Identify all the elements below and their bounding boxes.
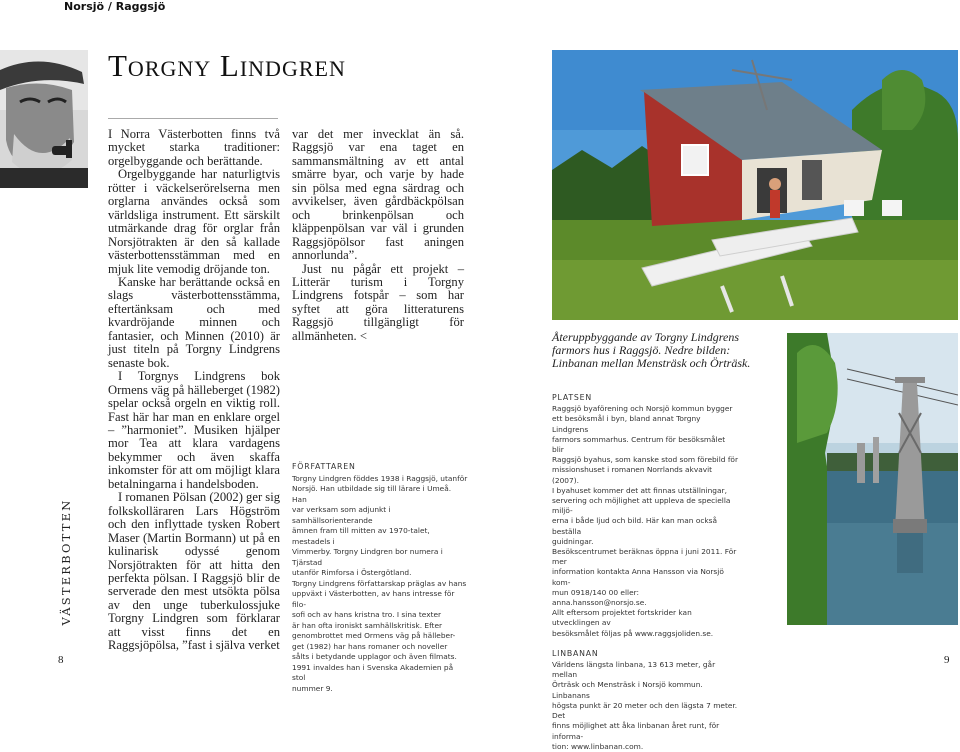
platsen-heading: PLATSEN (552, 393, 593, 402)
platsen-line: anna.hansson@norsjo.se. (552, 598, 647, 608)
platsen-line: Raggsjö byaförening och Norsjö kommun bygger (552, 404, 733, 414)
paragraph: Kanske har berättande också en slags västerbottensstämma, eftertänksam och med kvardröjande minnen och fantasier, och Minnen (2010) är just titeln på Torgny Lindgrens senaste bok. (108, 274, 280, 370)
info-column (552, 393, 738, 752)
author-line: ämnen fram till mitten av 1970-talet, mestadels i (292, 526, 430, 546)
linbanan-line: högsta punkt är 20 meter och den lägsta 7 meter. Det (552, 700, 738, 721)
platsen-line: I byahuset kommer det att finnas utställningar, (552, 485, 727, 495)
paragraph: I Norra Västerbotten finns två mycket starka traditioner: orgelbyggande och berättande. (108, 127, 280, 168)
author-line: är han ofta ironiskt samhällskritisk. Efter (292, 620, 443, 630)
linbanan-line: finns möjlighet att åka linbanan året runt, för informa- (552, 721, 720, 741)
paragraph: I Torgnys Lindgrens bok Ormens väg på hälleberget (1982) spelar också orgeln en viktig roll. Fast här har man en enklare orgel – ”harmoniet”. Musiken hjälper mor Tea att klara vardagens bekymmer och även skaffa inkomster för att om möjligt klara betalningarna i handelsboden. (108, 369, 280, 491)
platsen-line: Allt eftersom projektet fortskrider kan utvecklingen av (552, 608, 692, 628)
platsen-line: erna i både ljud och bild. Här kan man också beställa (552, 516, 718, 536)
platsen-line: Raggsjö byahus, som kanske stod som förebild för (552, 455, 738, 465)
author-line: nummer 9. (292, 683, 333, 693)
platsen-line: besöksmålet följas på www.raggsjoliden.se. (552, 628, 714, 638)
author-line: sålts i betydande upplagor och även filmats. (292, 652, 457, 661)
author-line: utanför Rimforsa i Östergötland. (292, 568, 412, 577)
section-header: Norsjö / Raggsjö (64, 0, 166, 13)
linbanan-heading: LINBANAN (552, 648, 599, 658)
author-line: var verksam som adjunkt i samhällsorienterande (292, 505, 391, 525)
platsen-line: guidningar. (552, 536, 594, 546)
cableway-photo (787, 333, 958, 625)
author-fact-box (292, 462, 468, 694)
author-line: get (1982) har hans romaner och noveller (292, 641, 448, 651)
spacer (552, 639, 738, 649)
platsen-line: information kontakta Anna Hansson via Norsjö kom- (552, 567, 724, 587)
author-line: sofi och av hans kristna tro. I sina texter (292, 610, 442, 619)
paragraph: Just nu pågår ett projekt – Litterär turism i Torgny Lindgrens fotspår – som har syftet att göra litteraturens Raggsjö tillgängligt för allmänheten. < (292, 261, 464, 343)
title-divider (108, 118, 278, 119)
paragraph: var det mer invecklat än så. Raggsjö var ena taget en sammansmältning av ett antal smärre byar, och varje by hade sin pölsa med egna särdrag och avvikelser, även gårdbäckpölsan och brinkenpölsan och kläppenpölsan var väl i grunden Raggsjöpölsor fast aningen annorlunda”. (292, 127, 464, 263)
platsen-line: missionshuset i romanen Norrlands akvavit (2007). (552, 465, 713, 485)
author-line: genombrottet med Ormens väg på hälleber- (292, 631, 456, 640)
page-number-left: 8 (58, 654, 64, 666)
author-box-heading: FÖRFATTAREN (292, 462, 356, 471)
author-line: Vimmerby. Torgny Lindgren bor numera i Tjärstad (292, 547, 443, 567)
platsen-line: mun 0918/140 00 eller: (552, 587, 640, 597)
author-line: Torgny Lindgrens författarskap präglas av hans (292, 578, 467, 588)
house-photo (552, 50, 958, 320)
author-line: Norsjö. Han utbildade sig till lärare i Umeå. Han (292, 484, 452, 504)
linbanan-line: Örträsk och Mensträsk i Norsjö kommun. Linbanans (552, 680, 703, 700)
paragraph: I romanen Pölsan (2002) ger sig folkskolläraren Lars Högström och den inflyttade tysken Robert Maser (Martin Bormann) ut på en kulinarisk odyssé genom Norsjötrakten för att hitta den perfekta pölsan. I Raggsjö blir de serverade den mest utsökta pölsa av den unge tuberkulossjuke Torgny Lindgren som förklarar att visst finns det en Raggsjöpölsa, ”fast i själva verket (108, 490, 280, 653)
article-column-1 (108, 128, 280, 653)
page-number-right: 9 (944, 654, 950, 666)
article-title: Torgny Lindgren (108, 48, 346, 83)
author-portrait-photo (0, 50, 88, 188)
linbanan-line: tion: www.linbanan.com. (552, 741, 644, 751)
platsen-line: Besökscentrumet beräknas öppna i juni 2011. För mer (552, 547, 737, 567)
author-line: uppväxt i Västerbotten, av hans intresse för filo- (292, 589, 455, 609)
paragraph: Orgelbyggande har naturligtvis rötter i väckelserörelserna men orglarna användes också som världsliga instrument. Ett särskilt utmärkande drag för orglar från Norsjötrakten är den så kallade västerbottensstämman med en mjuk lite vemodig dröjande ton. (108, 167, 280, 276)
linbanan-line: Världens längsta linbana, 13 613 meter, går mellan (552, 660, 716, 680)
author-line: Torgny Lindgren föddes 1938 i Raggsjö, utanför (292, 473, 468, 483)
platsen-line: ett besöksmål i byn, bland annat Torgny Lindgrens (552, 414, 701, 434)
article-column-2 (292, 128, 464, 343)
side-label: VÄSTERBOTTEN (59, 498, 73, 626)
photo-caption: Återuppbyggande av Torgny Lindgrens farmors hus i Raggsjö. Nedre bilden: Linbanan mellan Mensträsk och Örträsk. (552, 330, 751, 370)
platsen-line: farmors sommarhus. Centrum för besöksmålet blir (552, 434, 726, 455)
author-line: 1991 invaldes han i Svenska Akademien på stol (292, 662, 454, 682)
platsen-line: servering och möjlighet att uppleva de speciella miljö- (552, 496, 731, 516)
